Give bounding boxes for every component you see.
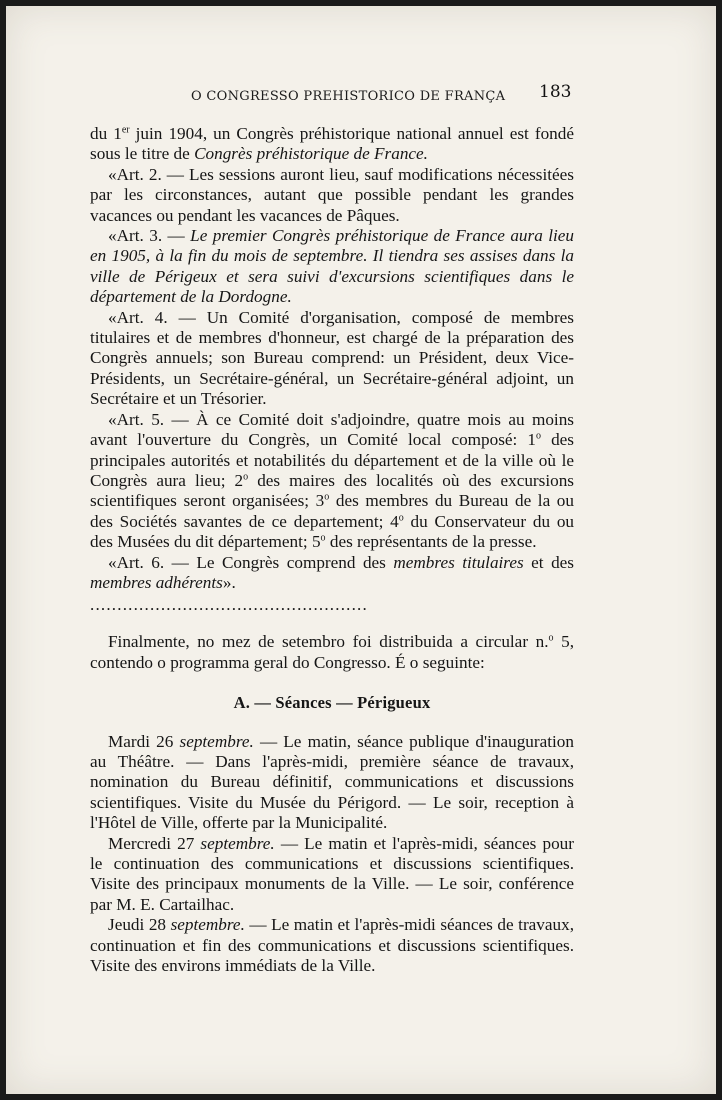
paragraph-jeudi: Jeudi 28 septembre. — Le matin et l'après-midi séances de travaux, continuation et fin des communications et discussions scientifiques. Visite des environs immédiats de la Ville. xyxy=(90,915,574,976)
spacer xyxy=(90,615,574,632)
page-number: 183 xyxy=(539,82,572,102)
paragraph-circular: Finalmente, no mez de setembro foi distribuida a circular n.$^o$ 5, contendo o programma geral do Congresso. É o seguinte: xyxy=(90,632,574,672)
paragraph-art-4: «Art. 4. — Un Comité d'organisation, composé de membres titulaires et de membres d'honneur, est chargé de la préparation des Congrès annuels; son Bureau comprend: un Président, deux Vice-Présidents, un Secrétaire-général, un Secrétaire-général adjoint, un Secrétaire et un Trésorier. xyxy=(90,307,574,409)
book-page xyxy=(6,6,716,1094)
body-text xyxy=(90,124,574,976)
paragraph-art-5: «Art. 5. — À ce Comité doit s'adjoindre, quatre mois au moins avant l'ouverture du Congrès, un Comité local composé: 1$^o$ des principales autorités et notabilités du département et de la ville où le Congrès aura lieu; 2$^o$ des maires des localités où des excursions scientifiques seront organisées; 3$^o$ des membres du Bureau de la ou des Sociétés savantes de ce departement; 4$^o$ du Conservateur du ou des Musées du dit département; 5$^o$ des représentants de la presse. xyxy=(90,409,575,552)
paragraph-1: du 1er juin 1904, un Congrès préhistorique national annuel est fondé sous le titre de Congrès préhistorique de France. xyxy=(90,124,574,164)
ellipsis-divider: ................................................... xyxy=(90,595,368,615)
paragraph-mardi: Mardi 26 septembre. — Le matin, séance publique d'inauguration au Théâtre. — Dans l'après-midi, première séance de travaux, nomination du Bureau définitif, communications et discussions scientifiques. Visite du Musée du Périgord. — Le soir, reception à l'Hôtel de Ville, offerte par la Municipalité. xyxy=(90,731,574,833)
running-title: O CONGRESSO PREHISTORICO DE FRANÇA xyxy=(191,89,506,104)
paragraph-art-2: «Art. 2. — Les sessions auront lieu, sauf modifications nécessitées par les circonstances, autant que possible pendant les grandes vacances ou pendant les vacances de Pâques. xyxy=(90,164,574,225)
running-header xyxy=(191,85,566,107)
section-heading: A. — Séances — Périgueux xyxy=(233,693,431,713)
paragraph-mercredi: Mercredi 27 septembre. — Le matin et l'après-midi, séances pour le continuation des communications et discussions scientifiques. Visite des principaux monuments de la Ville. — Le soir, conférence par M. E. Cartailhac. xyxy=(90,833,574,914)
paragraph-art-6: «Art. 6. — Le Congrès comprend des membres titulaires et des membres adhérents». xyxy=(90,552,574,592)
paragraph-art-3: «Art. 3. — Le premier Congrès préhistorique de France aura lieu en 1905, à la fin du mois de septembre. Il tiendra ses assises dans la ville de Périgeux et sera suivi d'excursions scientifiques dans le département de la Dordogne. xyxy=(90,226,574,307)
